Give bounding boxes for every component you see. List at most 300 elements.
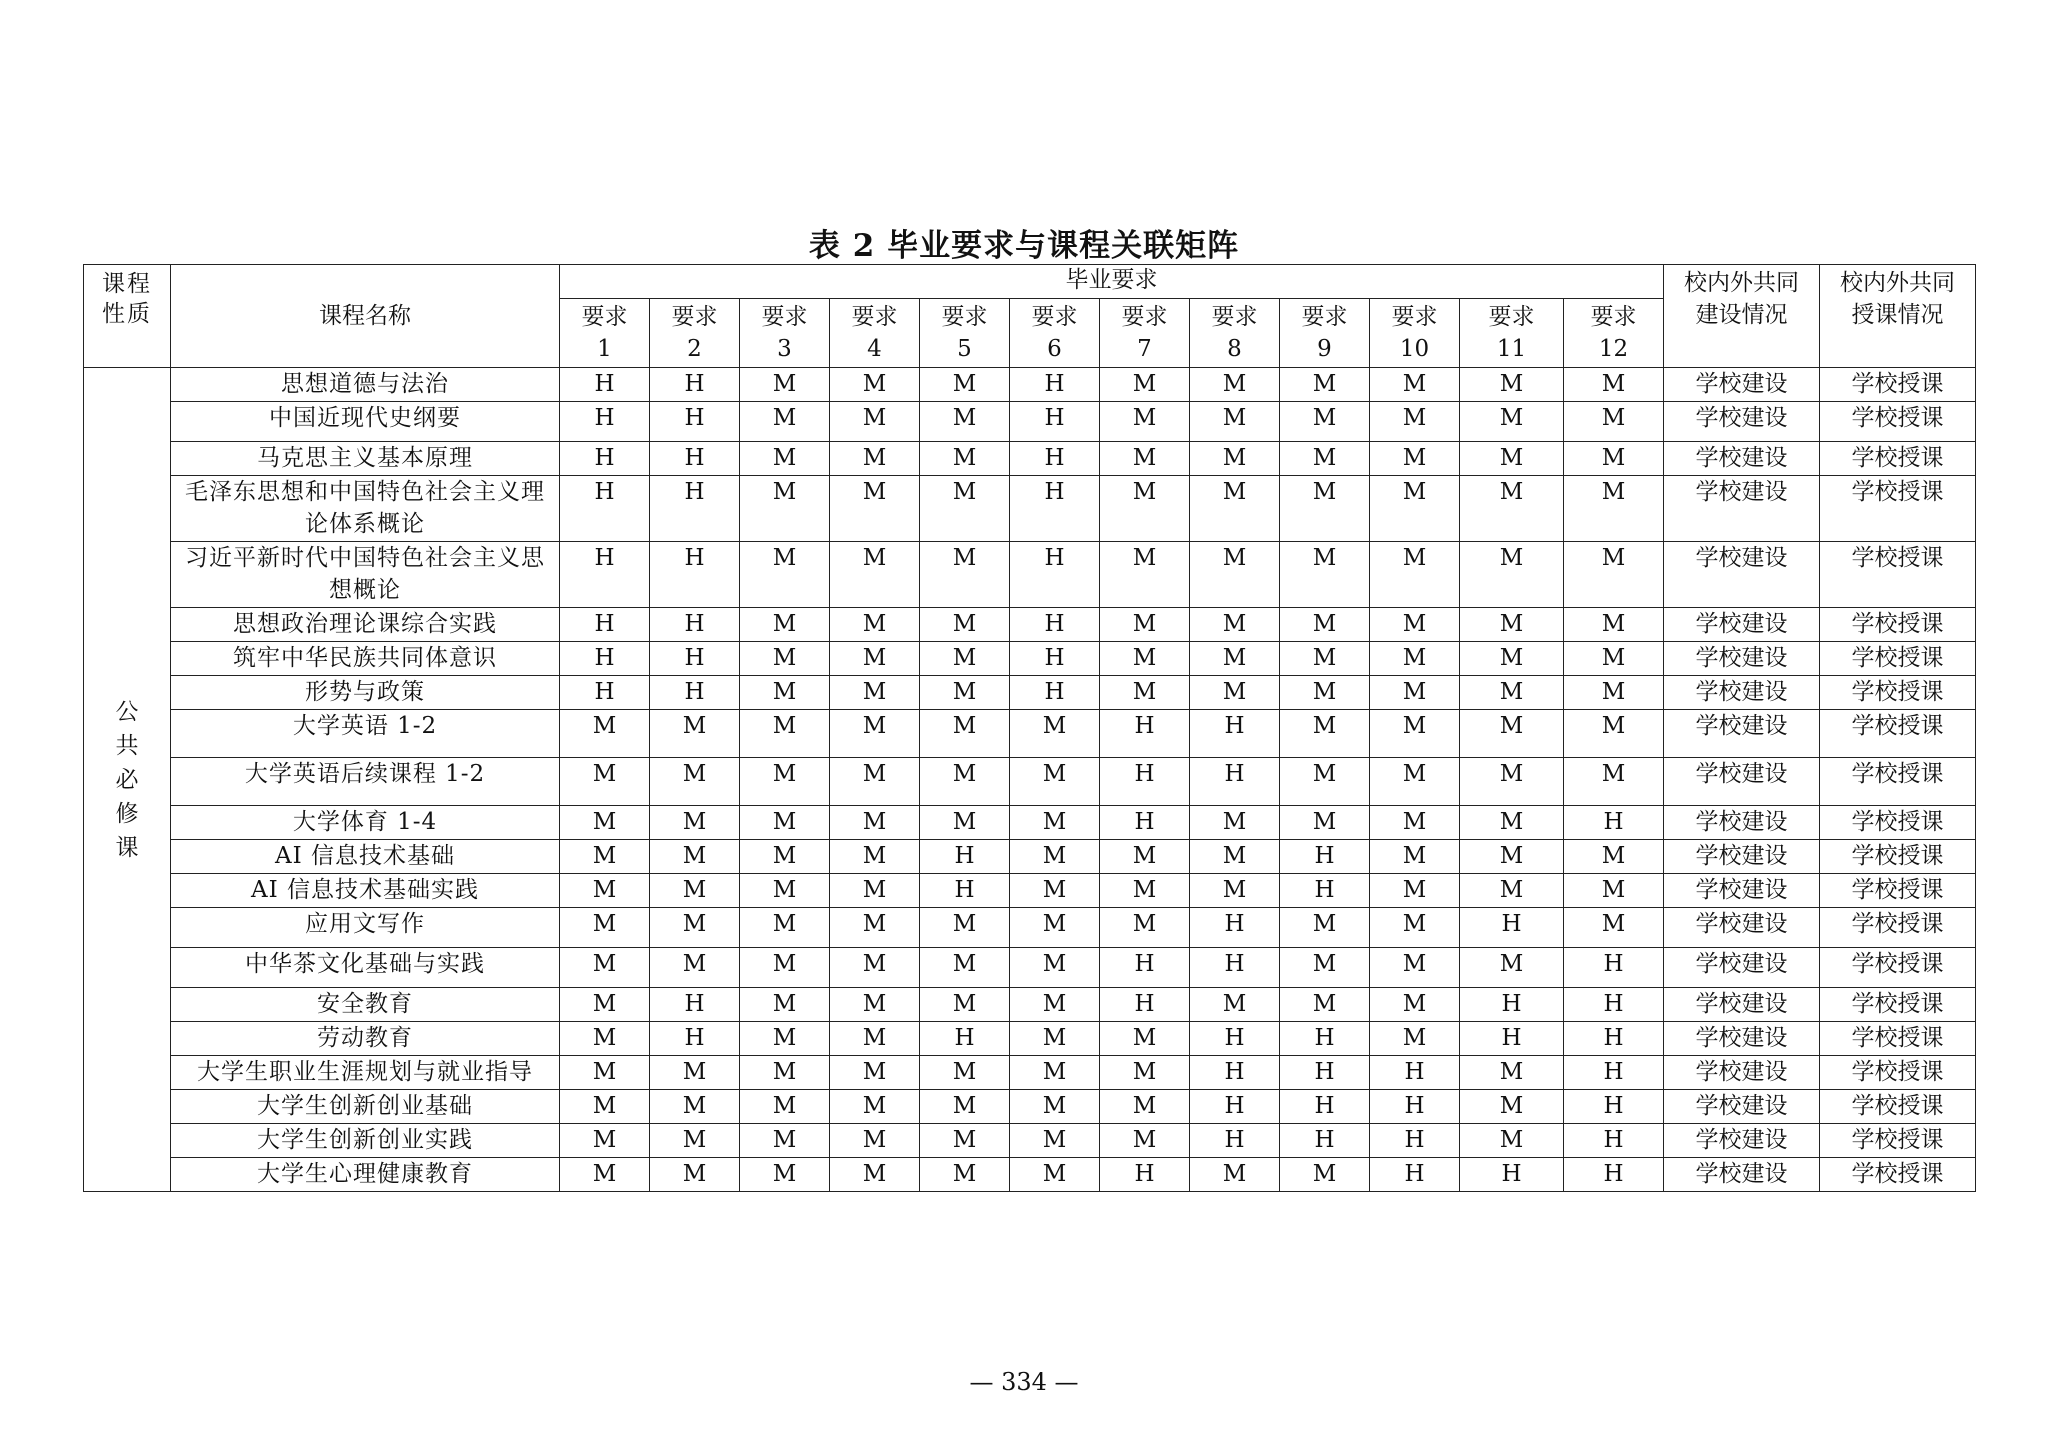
requirement-value-cell: M	[1100, 1090, 1190, 1124]
table-row	[84, 806, 1976, 840]
requirement-value-cell: M	[650, 806, 740, 840]
construction-cell: 学校建设	[1664, 840, 1820, 874]
requirement-value-cell: M	[830, 908, 920, 948]
requirement-value-cell: H	[650, 1022, 740, 1056]
table-row	[84, 1124, 1976, 1158]
requirement-value-cell: M	[920, 676, 1010, 710]
requirement-value-cell: H	[1564, 806, 1664, 840]
requirement-value-cell: H	[1100, 948, 1190, 988]
matrix-body	[84, 368, 1976, 1192]
requirement-value-cell: H	[560, 676, 650, 710]
construction-cell: 学校建设	[1664, 948, 1820, 988]
requirement-value-cell: M	[830, 368, 920, 402]
requirement-value-cell: H	[1370, 1056, 1460, 1090]
requirement-value-cell: M	[1010, 806, 1100, 840]
construction-cell: 学校建设	[1664, 402, 1820, 442]
requirement-value-cell: M	[560, 840, 650, 874]
requirement-value-cell: M	[740, 1090, 830, 1124]
requirement-value-cell: H	[1010, 608, 1100, 642]
requirement-value-cell: H	[1280, 874, 1370, 908]
requirement-value-cell: H	[1010, 676, 1100, 710]
course-name-cell: 筑牢中华民族共同体意识	[171, 642, 560, 676]
requirement-value-cell: M	[830, 642, 920, 676]
requirement-value-cell: M	[1100, 402, 1190, 442]
requirement-value-cell: M	[560, 710, 650, 758]
construction-cell: 学校建设	[1664, 806, 1820, 840]
requirement-value-cell: H	[1100, 710, 1190, 758]
requirement-value-cell: M	[1100, 368, 1190, 402]
requirement-value-cell: M	[1564, 676, 1664, 710]
requirement-value-cell: H	[1190, 1124, 1280, 1158]
teaching-cell: 学校授课	[1820, 1022, 1976, 1056]
category-cell	[84, 368, 171, 1192]
requirement-value-cell: M	[1564, 476, 1664, 542]
requirement-value-cell: M	[740, 758, 830, 806]
requirement-value-cell: M	[1370, 402, 1460, 442]
requirement-value-cell: M	[1280, 948, 1370, 988]
course-name-cell: 习近平新时代中国特色社会主义思想概论	[171, 542, 560, 608]
requirement-value-cell: H	[650, 608, 740, 642]
requirement-value-cell: M	[560, 874, 650, 908]
requirement-value-cell: M	[1370, 642, 1460, 676]
requirement-value-cell: M	[650, 874, 740, 908]
table-row	[84, 908, 1976, 948]
requirement-value-cell: M	[1280, 710, 1370, 758]
requirement-value-cell: H	[1460, 908, 1564, 948]
course-name-cell: 安全教育	[171, 988, 560, 1022]
requirement-value-cell: M	[740, 402, 830, 442]
requirement-value-cell: M	[1370, 542, 1460, 608]
requirement-value-cell: H	[1564, 1090, 1664, 1124]
requirement-value-cell: H	[1190, 1056, 1280, 1090]
table-row	[84, 1158, 1976, 1192]
requirement-value-cell: H	[1460, 1022, 1564, 1056]
table-row	[84, 1090, 1976, 1124]
requirement-value-cell: M	[1460, 608, 1564, 642]
requirement-value-cell: M	[1460, 542, 1564, 608]
requirement-value-cell: M	[830, 948, 920, 988]
requirement-value-cell: M	[740, 806, 830, 840]
requirement-value-cell: M	[1280, 476, 1370, 542]
requirement-value-cell: M	[1010, 1158, 1100, 1192]
requirement-value-cell: H	[920, 874, 1010, 908]
requirement-value-cell: M	[1564, 840, 1664, 874]
table-row	[84, 442, 1976, 476]
requirement-value-cell: M	[1190, 608, 1280, 642]
course-name-cell: 大学英语 1-2	[171, 710, 560, 758]
requirement-value-cell: M	[1190, 840, 1280, 874]
requirement-value-cell: M	[740, 476, 830, 542]
requirement-value-cell: M	[1370, 758, 1460, 806]
requirement-value-cell: M	[1100, 608, 1190, 642]
construction-cell: 学校建设	[1664, 442, 1820, 476]
requirement-header: 要求 1	[560, 299, 650, 368]
requirement-value-cell: M	[920, 402, 1010, 442]
requirement-value-cell: M	[1370, 368, 1460, 402]
course-name-cell: 应用文写作	[171, 908, 560, 948]
table-row	[84, 874, 1976, 908]
requirement-value-cell: M	[830, 1158, 920, 1192]
requirement-value-cell: M	[1100, 1056, 1190, 1090]
construction-cell: 学校建设	[1664, 368, 1820, 402]
requirement-value-cell: M	[1370, 908, 1460, 948]
requirement-header: 要求 2	[650, 299, 740, 368]
requirement-value-cell: H	[1010, 476, 1100, 542]
construction-cell: 学校建设	[1664, 908, 1820, 948]
requirement-value-cell: H	[1280, 1124, 1370, 1158]
requirement-value-cell: M	[1010, 988, 1100, 1022]
construction-cell: 学校建设	[1664, 542, 1820, 608]
requirement-value-cell: M	[740, 908, 830, 948]
requirement-value-cell: M	[1190, 368, 1280, 402]
requirement-value-cell: H	[1010, 542, 1100, 608]
requirement-value-cell: M	[830, 542, 920, 608]
graduation-requirements-header: 毕业要求	[560, 265, 1664, 299]
teaching-cell: 学校授课	[1820, 874, 1976, 908]
teaching-cell: 学校授课	[1820, 1158, 1976, 1192]
requirement-value-cell: M	[920, 988, 1010, 1022]
requirement-value-cell: H	[1280, 1090, 1370, 1124]
requirement-header: 要求 9	[1280, 299, 1370, 368]
requirement-value-cell: M	[740, 676, 830, 710]
requirement-value-cell: M	[650, 758, 740, 806]
requirement-value-cell: M	[920, 1124, 1010, 1158]
requirement-value-cell: H	[1190, 758, 1280, 806]
requirement-value-cell: H	[650, 442, 740, 476]
requirement-value-cell: M	[830, 1124, 920, 1158]
requirement-value-cell: H	[1564, 948, 1664, 988]
requirement-value-cell: M	[740, 948, 830, 988]
table-row	[84, 710, 1976, 758]
requirement-value-cell: M	[1370, 874, 1460, 908]
requirement-value-cell: M	[1370, 1022, 1460, 1056]
requirement-value-cell: M	[920, 1056, 1010, 1090]
requirement-value-cell: H	[1370, 1158, 1460, 1192]
requirement-value-cell: M	[1370, 988, 1460, 1022]
table-row	[84, 988, 1976, 1022]
requirement-value-cell: M	[1010, 1090, 1100, 1124]
requirement-value-cell: M	[1370, 476, 1460, 542]
requirement-header: 要求 12	[1564, 299, 1664, 368]
requirement-value-cell: M	[1564, 908, 1664, 948]
requirement-value-cell: H	[1010, 442, 1100, 476]
requirement-value-cell: H	[1280, 1056, 1370, 1090]
requirement-value-cell: M	[1100, 1124, 1190, 1158]
course-name-cell: 劳动教育	[171, 1022, 560, 1056]
requirement-value-cell: M	[560, 988, 650, 1022]
requirement-value-cell: M	[830, 402, 920, 442]
requirement-value-cell: M	[830, 1022, 920, 1056]
requirement-value-cell: H	[560, 542, 650, 608]
requirement-header: 要求 10	[1370, 299, 1460, 368]
teaching-cell: 学校授课	[1820, 642, 1976, 676]
teaching-cell: 学校授课	[1820, 442, 1976, 476]
requirement-value-cell: M	[740, 1022, 830, 1056]
requirement-value-cell: H	[1190, 908, 1280, 948]
requirement-value-cell: M	[740, 442, 830, 476]
matrix-header	[84, 265, 1976, 368]
requirement-value-cell: M	[1460, 402, 1564, 442]
requirement-value-cell: M	[1370, 710, 1460, 758]
requirement-value-cell: M	[740, 1158, 830, 1192]
requirement-value-cell: M	[1100, 908, 1190, 948]
requirement-value-cell: M	[830, 476, 920, 542]
requirement-value-cell: M	[920, 476, 1010, 542]
requirement-header: 要求 11	[1460, 299, 1564, 368]
requirement-value-cell: M	[830, 608, 920, 642]
requirement-header: 要求 3	[740, 299, 830, 368]
requirement-value-cell: M	[1010, 948, 1100, 988]
requirement-value-cell: M	[920, 758, 1010, 806]
requirement-value-cell: H	[1564, 1158, 1664, 1192]
teaching-cell: 学校授课	[1820, 476, 1976, 542]
requirement-value-cell: H	[1564, 1022, 1664, 1056]
teaching-cell: 学校授课	[1820, 948, 1976, 988]
requirement-value-cell: H	[650, 542, 740, 608]
requirement-header: 要求 6	[1010, 299, 1100, 368]
table-row	[84, 1056, 1976, 1090]
requirement-value-cell: M	[1100, 442, 1190, 476]
requirement-value-cell: M	[1460, 1124, 1564, 1158]
requirement-value-cell: M	[740, 988, 830, 1022]
requirement-value-cell: M	[740, 642, 830, 676]
requirement-value-cell: M	[1010, 1022, 1100, 1056]
requirement-value-cell: M	[560, 1124, 650, 1158]
requirement-value-cell: M	[1280, 402, 1370, 442]
requirement-value-cell: M	[650, 908, 740, 948]
requirement-value-cell: M	[1460, 840, 1564, 874]
requirement-value-cell: M	[830, 1090, 920, 1124]
requirement-value-cell: M	[1564, 368, 1664, 402]
course-name-cell: AI 信息技术基础	[171, 840, 560, 874]
requirement-value-cell: M	[1100, 542, 1190, 608]
requirement-value-cell: M	[560, 1056, 650, 1090]
table-row	[84, 948, 1976, 988]
requirement-value-cell: M	[1460, 642, 1564, 676]
requirement-value-cell: M	[740, 840, 830, 874]
requirement-value-cell: M	[1564, 542, 1664, 608]
teaching-cell: 学校授课	[1820, 1124, 1976, 1158]
requirement-value-cell: H	[1370, 1090, 1460, 1124]
requirement-value-cell: H	[1460, 1158, 1564, 1192]
requirement-value-cell: M	[1564, 758, 1664, 806]
course-name-cell: 大学生创新创业基础	[171, 1090, 560, 1124]
requirement-value-cell: M	[1100, 642, 1190, 676]
teaching-cell: 学校授课	[1820, 908, 1976, 948]
requirement-value-cell: H	[1100, 1158, 1190, 1192]
requirement-value-cell: M	[830, 874, 920, 908]
requirement-value-cell: H	[1010, 642, 1100, 676]
requirement-value-cell: M	[830, 442, 920, 476]
course-name-cell: 毛泽东思想和中国特色社会主义理论体系概论	[171, 476, 560, 542]
construction-cell: 学校建设	[1664, 1158, 1820, 1192]
requirement-value-cell: M	[1190, 874, 1280, 908]
requirement-value-cell: M	[920, 1158, 1010, 1192]
requirement-value-cell: M	[1010, 874, 1100, 908]
requirement-value-cell: H	[920, 840, 1010, 874]
course-name-cell: 大学生创新创业实践	[171, 1124, 560, 1158]
requirement-value-cell: H	[1564, 1124, 1664, 1158]
requirement-value-cell: M	[1190, 806, 1280, 840]
table-row	[84, 642, 1976, 676]
requirement-value-cell: M	[1460, 710, 1564, 758]
requirement-value-cell: M	[1280, 368, 1370, 402]
requirement-value-cell: M	[650, 1158, 740, 1192]
requirement-value-cell: M	[560, 1022, 650, 1056]
requirement-value-cell: M	[1280, 758, 1370, 806]
requirement-value-cell: M	[650, 948, 740, 988]
course-name-cell: 思想政治理论课综合实践	[171, 608, 560, 642]
requirement-value-cell: M	[650, 1090, 740, 1124]
requirement-value-cell: M	[1100, 840, 1190, 874]
requirement-value-cell: M	[1460, 368, 1564, 402]
requirement-value-cell: H	[1100, 758, 1190, 806]
requirement-value-cell: M	[1280, 542, 1370, 608]
requirement-value-cell: M	[1460, 806, 1564, 840]
teaching-cell: 学校授课	[1820, 368, 1976, 402]
category-label: 公共必修课	[115, 698, 139, 861]
course-name-cell: 中华茶文化基础与实践	[171, 948, 560, 988]
course-name-cell: 思想道德与法治	[171, 368, 560, 402]
requirement-value-cell: H	[650, 676, 740, 710]
requirement-value-cell: H	[1564, 988, 1664, 1022]
requirement-value-cell: H	[650, 642, 740, 676]
requirement-value-cell: M	[1370, 676, 1460, 710]
table-row	[84, 676, 1976, 710]
requirement-value-cell: M	[740, 710, 830, 758]
construction-cell: 学校建设	[1664, 988, 1820, 1022]
requirement-value-cell: M	[1100, 476, 1190, 542]
teaching-cell: 学校授课	[1820, 806, 1976, 840]
requirement-value-cell: M	[1280, 908, 1370, 948]
requirement-value-cell: M	[560, 948, 650, 988]
requirement-value-cell: H	[560, 476, 650, 542]
requirement-header: 要求 5	[920, 299, 1010, 368]
table-row	[84, 402, 1976, 442]
requirement-value-cell: M	[1460, 948, 1564, 988]
requirement-value-cell: M	[1010, 1124, 1100, 1158]
requirement-value-cell: H	[1370, 1124, 1460, 1158]
requirement-value-cell: M	[1280, 806, 1370, 840]
requirement-value-cell: M	[650, 710, 740, 758]
requirement-value-cell: M	[1010, 758, 1100, 806]
table-row	[84, 758, 1976, 806]
requirement-value-cell: M	[1370, 608, 1460, 642]
table-row	[84, 368, 1976, 402]
construction-cell: 学校建设	[1664, 676, 1820, 710]
requirement-value-cell: H	[1190, 948, 1280, 988]
construction-cell: 学校建设	[1664, 608, 1820, 642]
requirement-header: 要求 8	[1190, 299, 1280, 368]
construction-cell: 学校建设	[1664, 476, 1820, 542]
requirement-value-cell: H	[920, 1022, 1010, 1056]
table-row	[84, 608, 1976, 642]
requirement-value-cell: M	[1460, 476, 1564, 542]
requirement-value-cell: M	[830, 676, 920, 710]
requirement-value-cell: M	[830, 988, 920, 1022]
requirement-value-cell: M	[560, 908, 650, 948]
requirement-value-cell: M	[1190, 1158, 1280, 1192]
requirement-value-cell: M	[1370, 806, 1460, 840]
requirement-value-cell: H	[650, 476, 740, 542]
teaching-cell: 学校授课	[1820, 542, 1976, 608]
requirement-value-cell: M	[1564, 710, 1664, 758]
requirement-value-cell: M	[1460, 758, 1564, 806]
requirement-value-cell: M	[1010, 840, 1100, 874]
requirement-value-cell: H	[1190, 1022, 1280, 1056]
requirement-value-cell: M	[830, 840, 920, 874]
requirement-value-cell: M	[830, 806, 920, 840]
requirement-value-cell: M	[830, 710, 920, 758]
requirement-value-cell: M	[1100, 874, 1190, 908]
requirement-value-cell: H	[560, 402, 650, 442]
requirement-value-cell: M	[740, 1124, 830, 1158]
course-name-cell: 马克思主义基本原理	[171, 442, 560, 476]
requirement-value-cell: H	[1460, 988, 1564, 1022]
requirement-value-cell: M	[740, 368, 830, 402]
requirement-value-cell: M	[1190, 676, 1280, 710]
requirement-value-cell: H	[1010, 368, 1100, 402]
requirement-value-cell: M	[1190, 642, 1280, 676]
category-header: 课程性质	[84, 265, 171, 368]
requirement-value-cell: M	[1100, 676, 1190, 710]
requirement-value-cell: M	[740, 1056, 830, 1090]
teaching-cell: 学校授课	[1820, 988, 1976, 1022]
requirement-value-cell: M	[650, 1124, 740, 1158]
course-name-header: 课程名称	[171, 265, 560, 368]
requirement-value-cell: H	[1100, 988, 1190, 1022]
construction-cell: 学校建设	[1664, 758, 1820, 806]
course-name-cell: 大学生职业生涯规划与就业指导	[171, 1056, 560, 1090]
course-name-cell: 大学生心理健康教育	[171, 1158, 560, 1192]
requirement-value-cell: M	[650, 1056, 740, 1090]
requirement-value-cell: M	[920, 642, 1010, 676]
teaching-cell: 学校授课	[1820, 710, 1976, 758]
requirement-value-cell: M	[1190, 402, 1280, 442]
course-name-cell: 形势与政策	[171, 676, 560, 710]
construction-cell: 学校建设	[1664, 1022, 1820, 1056]
requirement-value-cell: M	[560, 806, 650, 840]
requirement-value-cell: M	[560, 1090, 650, 1124]
requirement-value-cell: H	[650, 402, 740, 442]
requirement-header: 要求 7	[1100, 299, 1190, 368]
requirement-value-cell: M	[1100, 1022, 1190, 1056]
requirement-value-cell: H	[1280, 840, 1370, 874]
construction-cell: 学校建设	[1664, 874, 1820, 908]
requirement-value-cell: H	[560, 442, 650, 476]
construction-cell: 学校建设	[1664, 1090, 1820, 1124]
table-row	[84, 476, 1976, 542]
requirement-value-cell: M	[920, 442, 1010, 476]
requirement-value-cell: M	[650, 840, 740, 874]
requirement-value-cell: H	[1564, 1056, 1664, 1090]
requirement-value-cell: M	[1370, 442, 1460, 476]
teaching-cell: 学校授课	[1820, 1090, 1976, 1124]
requirement-course-matrix	[83, 264, 1976, 1192]
requirement-value-cell: M	[1564, 608, 1664, 642]
requirement-value-cell: M	[1564, 442, 1664, 476]
requirement-value-cell: M	[1280, 676, 1370, 710]
requirement-value-cell: M	[920, 806, 1010, 840]
requirement-value-cell: M	[920, 948, 1010, 988]
requirement-value-cell: M	[920, 908, 1010, 948]
requirement-value-cell: M	[1564, 642, 1664, 676]
table-row	[84, 840, 1976, 874]
requirement-value-cell: M	[1190, 542, 1280, 608]
requirement-value-cell: M	[1460, 442, 1564, 476]
requirement-value-cell: H	[1280, 1022, 1370, 1056]
requirement-value-cell: M	[1564, 402, 1664, 442]
